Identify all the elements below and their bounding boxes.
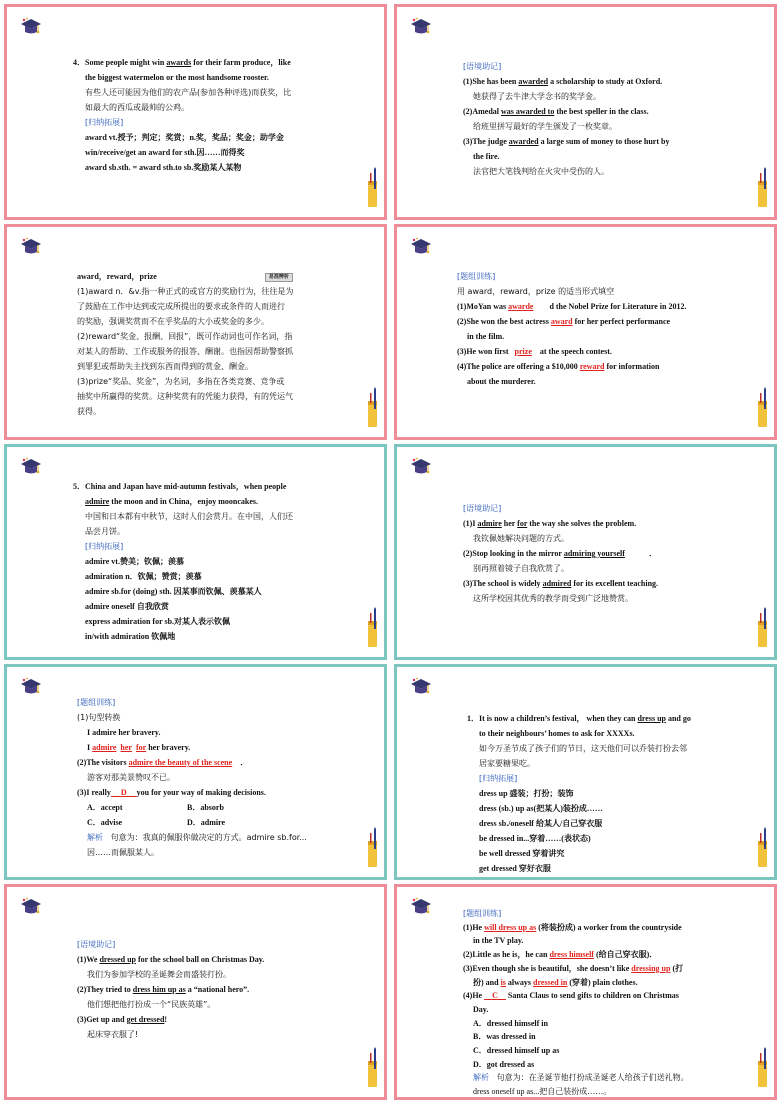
sentence-en-cont: to their neighbours’ homes to ask for XXXXs. [479, 729, 635, 738]
answer-blank: for [135, 743, 147, 752]
graduation-cap-icon [20, 17, 42, 37]
option-row [77, 815, 358, 830]
explain-line: 抽奖中所赢得的奖赏。这种奖赏有的凭能力获得，有的凭运气 [77, 392, 293, 401]
sentence-cn-cont: 居家要糖果吃。 [479, 759, 535, 768]
note-line: award vt.授予；判定；奖赏；n.奖，奖品；奖金；助学金 [85, 133, 284, 142]
example-en: (3)The school is widely admired for its excellent teaching. [463, 579, 659, 588]
exercise-sentence: I admire her bravery. [87, 728, 161, 737]
exercise-item-cont: in the TV play. [473, 936, 524, 946]
example-cn: 这所学校因其优秀的教学而受到广泛地赞赏。 [473, 594, 633, 603]
example-en: (3)The judge awarded a large sum of money to those hurt by [463, 137, 670, 146]
answer-blank: admire [92, 743, 117, 752]
explain-line: 了鼓励在工作中达到或完成所提出的要求或条件的人而进行 [77, 302, 285, 311]
pencil-holder-icon [367, 1047, 379, 1089]
analysis-label: 解析 [473, 1073, 489, 1083]
note-line: dress up 盛装；打扮；装饰 [479, 789, 574, 798]
option-a: A．dressed himself in [473, 1018, 548, 1028]
pencil-holder-icon [367, 167, 379, 209]
note-line: dress sb./oneself 给某人/自己穿衣服 [479, 819, 603, 828]
example-cn: 别再照着镜子自我欣赏了。 [473, 564, 569, 573]
slide-2 [394, 4, 777, 220]
example-en-cont: the fire. [473, 152, 500, 161]
exercise-cn: 游客对那美景赞叹不已。 [87, 773, 175, 782]
slide-5 [4, 444, 387, 660]
note-line: win/receive/get an award for sth.因……而得奖 [85, 148, 245, 157]
note-line: be dressed in...穿着……(表状态) [479, 834, 591, 843]
graduation-cap-icon [20, 237, 42, 257]
example-en: (2)Amedal was awarded to the best speller in the class. [463, 107, 649, 116]
section-tag: [归纳拓展] [85, 542, 124, 551]
answer-blank: C [492, 991, 498, 1001]
sentence-en-cont: admire the moon and in China，enjoy mooncakes. [85, 497, 258, 506]
exercise-item: (4)The police are offering a $10,000 reward for information [457, 362, 660, 371]
explain-line: (3)prize“奖品、奖金”，为名词，多指在各类竞赛、竞争或 [77, 377, 285, 386]
pencil-holder-icon [367, 827, 379, 869]
example-cn: 起床穿衣服了! [87, 1030, 139, 1039]
topic-title: award，reward，prize 易混辨析 [77, 269, 358, 284]
option-a: A．accept [87, 803, 123, 812]
answer-blank: dressed in [533, 977, 568, 987]
answer-blank: awarde [508, 302, 534, 311]
exercise-item-cont: in the film. [467, 332, 505, 341]
analysis-line: 解析 句意为：我真的佩服你做决定的方式。admire sb.for... [87, 833, 307, 842]
pencil-holder-icon [367, 607, 379, 649]
example-en: (1)We dressed up for the school ball on Christmas Day. [77, 955, 265, 964]
section-tag: [题组训练] [463, 909, 502, 918]
example-cn: 法官把大笔钱判给在火灾中受伤的人。 [473, 167, 609, 176]
section-tag: [题组训练] [77, 698, 116, 707]
graduation-cap-icon [410, 457, 432, 477]
option-b: B．absorb [187, 803, 224, 812]
option-c: C．dressed himself up as [473, 1046, 560, 1056]
graduation-cap-icon [410, 17, 432, 37]
analysis-label: 解析 [87, 833, 103, 842]
pencil-holder-icon [757, 167, 769, 209]
exercise-item-cont: 扮) and is always dressed in (穿着) plain clothes. [473, 977, 638, 987]
section-tag: [归纳拓展] [85, 118, 124, 127]
sentence-cn-cont: 品尝月饼。 [85, 527, 125, 536]
answer-blank: her [120, 743, 132, 752]
answer-blank: prize [514, 347, 532, 356]
explain-line: (2)reward“奖金、报酬、回报”，既可作动词也可作名词，指 [77, 332, 293, 341]
answer-blank: dressing up [631, 963, 671, 973]
exercise-item: I admire her for her bravery. [87, 743, 191, 752]
sentence-en: 1．It is now a children’s festival， when they can dress up and go [467, 714, 691, 723]
sentence-en-cont: the biggest watermelon or the most handsome rooster. [85, 73, 269, 82]
example-cn: 给班里拼写最好的学生颁发了一枚奖章。 [473, 122, 617, 131]
note-line: admire sb.for (doing) sth. 因某事而钦佩、羡慕某人 [85, 587, 262, 596]
explain-line: 的奖励，强调奖赏而不在乎奖品的大小或奖金的多少。 [77, 317, 269, 326]
example-en: (3)Get up and get dressed! [77, 1015, 168, 1024]
option-row [77, 800, 358, 815]
exercise-item: (3)Even though she is beautiful，she doesn’t like dressing up (打 [463, 963, 684, 973]
note-line: admiration n．钦佩；赞赏；羡慕 [85, 572, 202, 581]
exercise-item: (2)The visitors admire the beauty of the scene ． [77, 758, 249, 767]
pencil-holder-icon [757, 1047, 769, 1089]
analysis-line: 解析 句意为：在圣诞节他打扮成圣诞老人给孩子们送礼物。 [473, 1073, 689, 1083]
exercise-item: (1)He will dress up as (将装扮成) a worker from the countryside [463, 922, 682, 932]
option-d: D．got dressed as [473, 1059, 535, 1069]
exercise-item: (2)She won the best actress award for her perfect performance [457, 317, 671, 326]
note-line: dress (sb.) up as(把某人)装扮成…… [479, 804, 603, 813]
example-en: (1)I admire her for the way she solves the problem. [463, 519, 637, 528]
graduation-cap-icon [20, 457, 42, 477]
example-en: (2)Stop looking in the mirror admiring yourself ． [463, 549, 657, 558]
slide-9 [4, 884, 387, 1100]
section-tag: [归纳拓展] [479, 774, 518, 783]
example-cn: 他们想把他打扮成一个“民族英雄”。 [87, 1000, 216, 1009]
graduation-cap-icon [410, 677, 432, 697]
sentence-cn: 有些人还可能因为他们的农产品(参加各种评选)而获奖，比 [85, 88, 292, 97]
distinction-badge: 易混辨析 [265, 273, 293, 282]
exercise-item: (2)Little as he is，he can dress himself (给自己穿衣服)． [463, 950, 658, 960]
example-en: (1)She has been awarded a scholarship to study at Oxford. [463, 77, 663, 86]
sentence-cn-cont: 如最大的西瓜或最帅的公鸡。 [85, 103, 189, 112]
note-line: award sb.sth. = award sth.to sb.奖励某人某物 [85, 163, 242, 172]
option-c: C．advise [87, 818, 123, 827]
pencil-holder-icon [367, 387, 379, 429]
answer-blank: dress himself [549, 950, 594, 960]
slide-1 [4, 4, 387, 220]
note-line: be well dressed 穿着讲究 [479, 849, 565, 858]
explain-line: 获得。 [77, 407, 101, 416]
pencil-holder-icon [757, 387, 769, 429]
slide-4 [394, 224, 777, 440]
answer-blank: reward [579, 362, 605, 371]
explain-line: 到罪犯或帮助失主找到东西而得到的赏金、酬金。 [77, 362, 253, 371]
example-cn: 我们为参加学校的圣诞舞会而盛装打扮。 [87, 970, 231, 979]
slide-10 [394, 884, 777, 1100]
note-line: express admiration for sb.对某人表示钦佩 [85, 617, 231, 626]
sentence-en: 4．Some people might win awards for their farm produce，like [73, 58, 291, 67]
exercise-item: (3)He won first prize at the speech contest. [457, 347, 612, 356]
slide-3 [4, 224, 387, 440]
note-line: admire oneself 自我欣赏 [85, 602, 169, 611]
exercise-item: (1)句型转换 [77, 713, 121, 722]
sentence-en: 5．China and Japan have mid-autumn festivals，when people [73, 482, 287, 491]
graduation-cap-icon [20, 677, 42, 697]
pencil-holder-icon [757, 607, 769, 649]
graduation-cap-icon [410, 897, 432, 917]
example-en: (2)They tried to dress him up as a “national hero”. [77, 985, 250, 994]
note-line: in/with admiration 钦佩地 [85, 632, 176, 641]
explain-line: 对某人的帮助、工作或服务的报答、酬谢。也指因帮助警察抓 [77, 347, 293, 356]
option-d: D．admire [187, 818, 226, 827]
analysis-line: 因……而佩服某人。 [87, 848, 159, 857]
slide-6 [394, 444, 777, 660]
graduation-cap-icon [410, 237, 432, 257]
section-tag: [题组训练] [457, 272, 496, 281]
slide-8 [394, 664, 777, 880]
answer-blank: is [500, 977, 506, 987]
section-tag: [语境助记] [463, 62, 502, 71]
section-tag: [语境助记] [463, 504, 502, 513]
exercise-item: (3)I really D you for your way of making decisions. [77, 788, 266, 797]
exercise-item: (1)MoYan was awarde d the Nobel Prize for Literature in 2012. [457, 302, 687, 311]
slide-7 [4, 664, 387, 880]
answer-blank: will dress up as [484, 922, 537, 932]
explain-line: (1)award n．&v.指一种正式的或官方的奖励行为，往往是为 [77, 287, 294, 296]
example-cn: 她获得了去牛津大学念书的奖学金。 [473, 92, 601, 101]
answer-blank: admire the beauty of the scene [128, 758, 233, 767]
note-line: admire vt.赞美；钦佩；羡慕 [85, 557, 184, 566]
section-tag: [语境助记] [77, 940, 116, 949]
note-line: get dressed 穿好衣服 [479, 864, 551, 873]
example-cn: 我钦佩她解决问题的方式。 [473, 534, 569, 543]
exercise-instruction: 用 award，reward，prize 的适当形式填空 [457, 287, 615, 296]
option-b: B．was dressed in [473, 1032, 536, 1042]
sentence-cn: 中国和日本都有中秋节，这时人们会赏月。在中国，人们还 [85, 512, 293, 521]
answer-blank: award [550, 317, 573, 326]
sentence-cn: 如今万圣节成了孩子们的节日，这天他们可以乔装打扮去邻 [479, 744, 687, 753]
exercise-item-cont: about the murderer. [467, 377, 536, 386]
answer-blank: D [120, 788, 127, 797]
analysis-line: dress oneself up as...把自己装扮成……。 [473, 1087, 612, 1097]
exercise-item-cont: Day. [473, 1004, 489, 1014]
exercise-item: (4)He C Santa Claus to send gifts to children on Christmas [463, 991, 679, 1001]
graduation-cap-icon [20, 897, 42, 917]
